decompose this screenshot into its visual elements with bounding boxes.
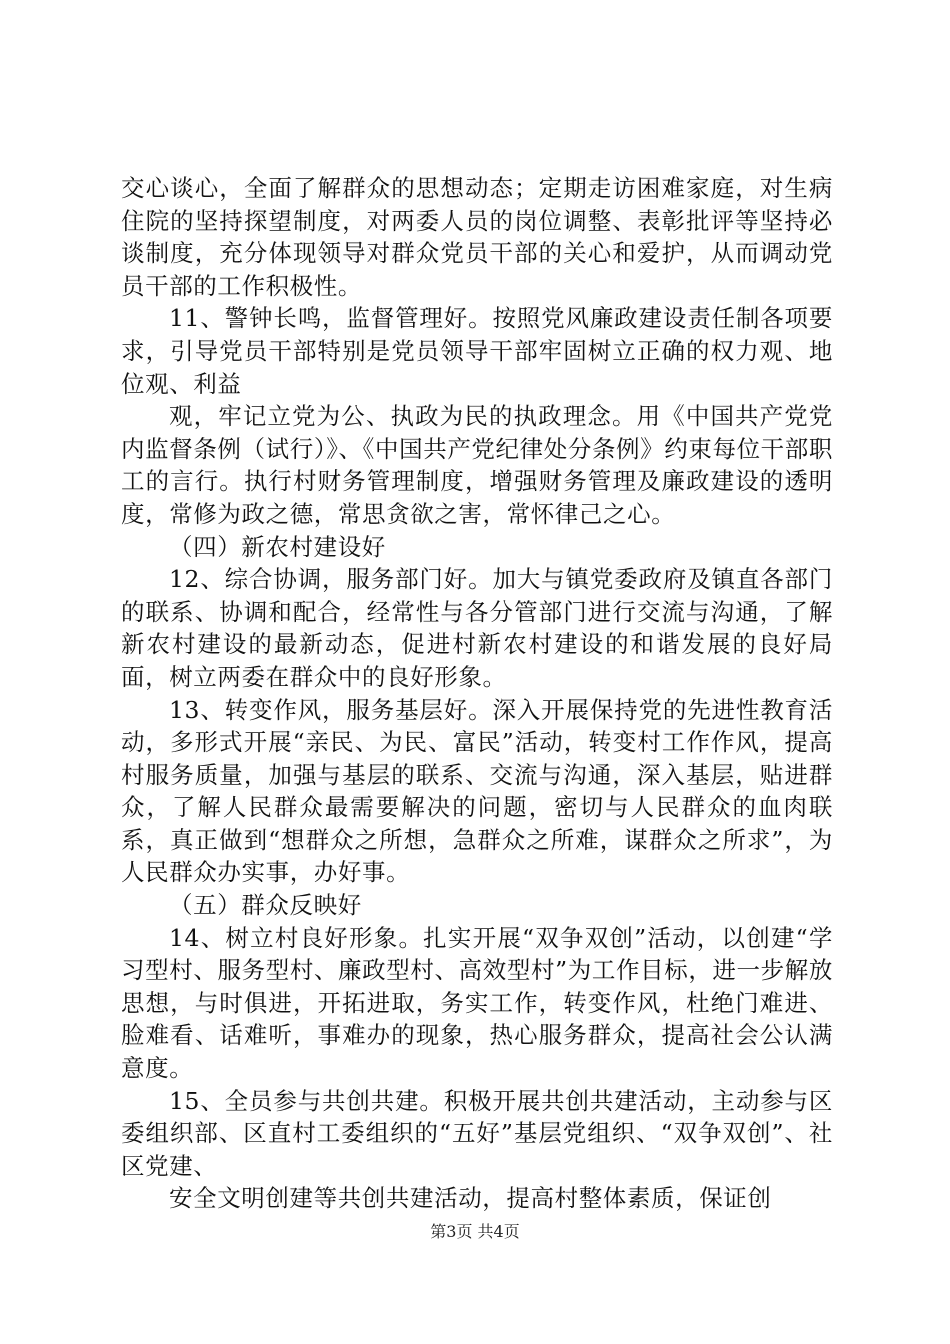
page-footer <box>0 1222 950 1242</box>
paragraph-intro: 交心谈心，全面了解群众的思想动态；定期走访困难家庭，对生病住院的坚持探望制度，对两委人员的岗位调整、表彰批评等坚持必谈制度，充分体现领导对群众党员干部的关心和爱护，从而调动党员干部的工作积极性。 <box>121 174 833 300</box>
paragraph-item-14: 14、树立村良好形象。扎实开展“双争双创”活动，以创建“学习型村、服务型村、廉政型村、高效型村”为工作目标，进一步解放思想，与时俱进，开拓进取，务实工作，转变作风，杜绝门难进、脸难看、话难听，事难办的现象，热心服务群众，提高社会公认满意度。 <box>121 923 833 1083</box>
section-heading-4: （四）新农村建设好 <box>169 532 386 561</box>
paragraph-item-13: 13、转变作风，服务基层好。深入开展保持党的先进性教育活动，多形式开展“亲民、为民、富民”活动，转变村工作作风，提高村服务质量，加强与基层的联系、交流与沟通，深入基层，贴进群众，了解人民群众最需要解决的问题，密切与人民群众的血肉联系，真正做到“想群众之所想，急群众之所难，谋群众之所求”，为人民群众办实事，办好事。 <box>121 695 833 887</box>
paragraph-item-12: 12、综合协调，服务部门好。加大与镇党委政府及镇直各部门的联系、协调和配合，经常性与各分管部门进行交流与沟通，了解新农村建设的最新动态，促进村新农村建设的和谐发展的良好局面，树立两委在群众中的良好形象。 <box>121 565 833 691</box>
page-number-label: 第3页 共4页 <box>430 1222 520 1241</box>
paragraph-item-15: 15、全员参与共创共建。积极开展共创共建活动，主动参与区委组织部、区直村工委组织的“五好”基层党组织、“双争双创”、社区党建、 <box>121 1086 833 1180</box>
section-heading-5: （五）群众反映好 <box>169 891 362 920</box>
document-body <box>121 172 833 1215</box>
paragraph-item-15-continued: 安全文明创建等共创共建活动，提高村整体素质，保证创 <box>169 1184 772 1213</box>
paragraph-item-11: 11、警钟长鸣，监督管理好。按照党风廉政建设责任制各项要求，引导党员干部特别是党员领导干部牢固树立正确的权力观、地位观、利益 <box>121 304 833 398</box>
paragraph-item-11-continued: 观，牢记立党为公、执政为民的执政理念。用《中国共产党党内监督条例（试行）》、《中国共产党纪律处分条例》约束每位干部职工的言行。执行村财务管理制度，增强财务管理及廉政建设的透明度，常修为政之德，常思贪欲之害，常怀律己之心。 <box>121 402 833 528</box>
